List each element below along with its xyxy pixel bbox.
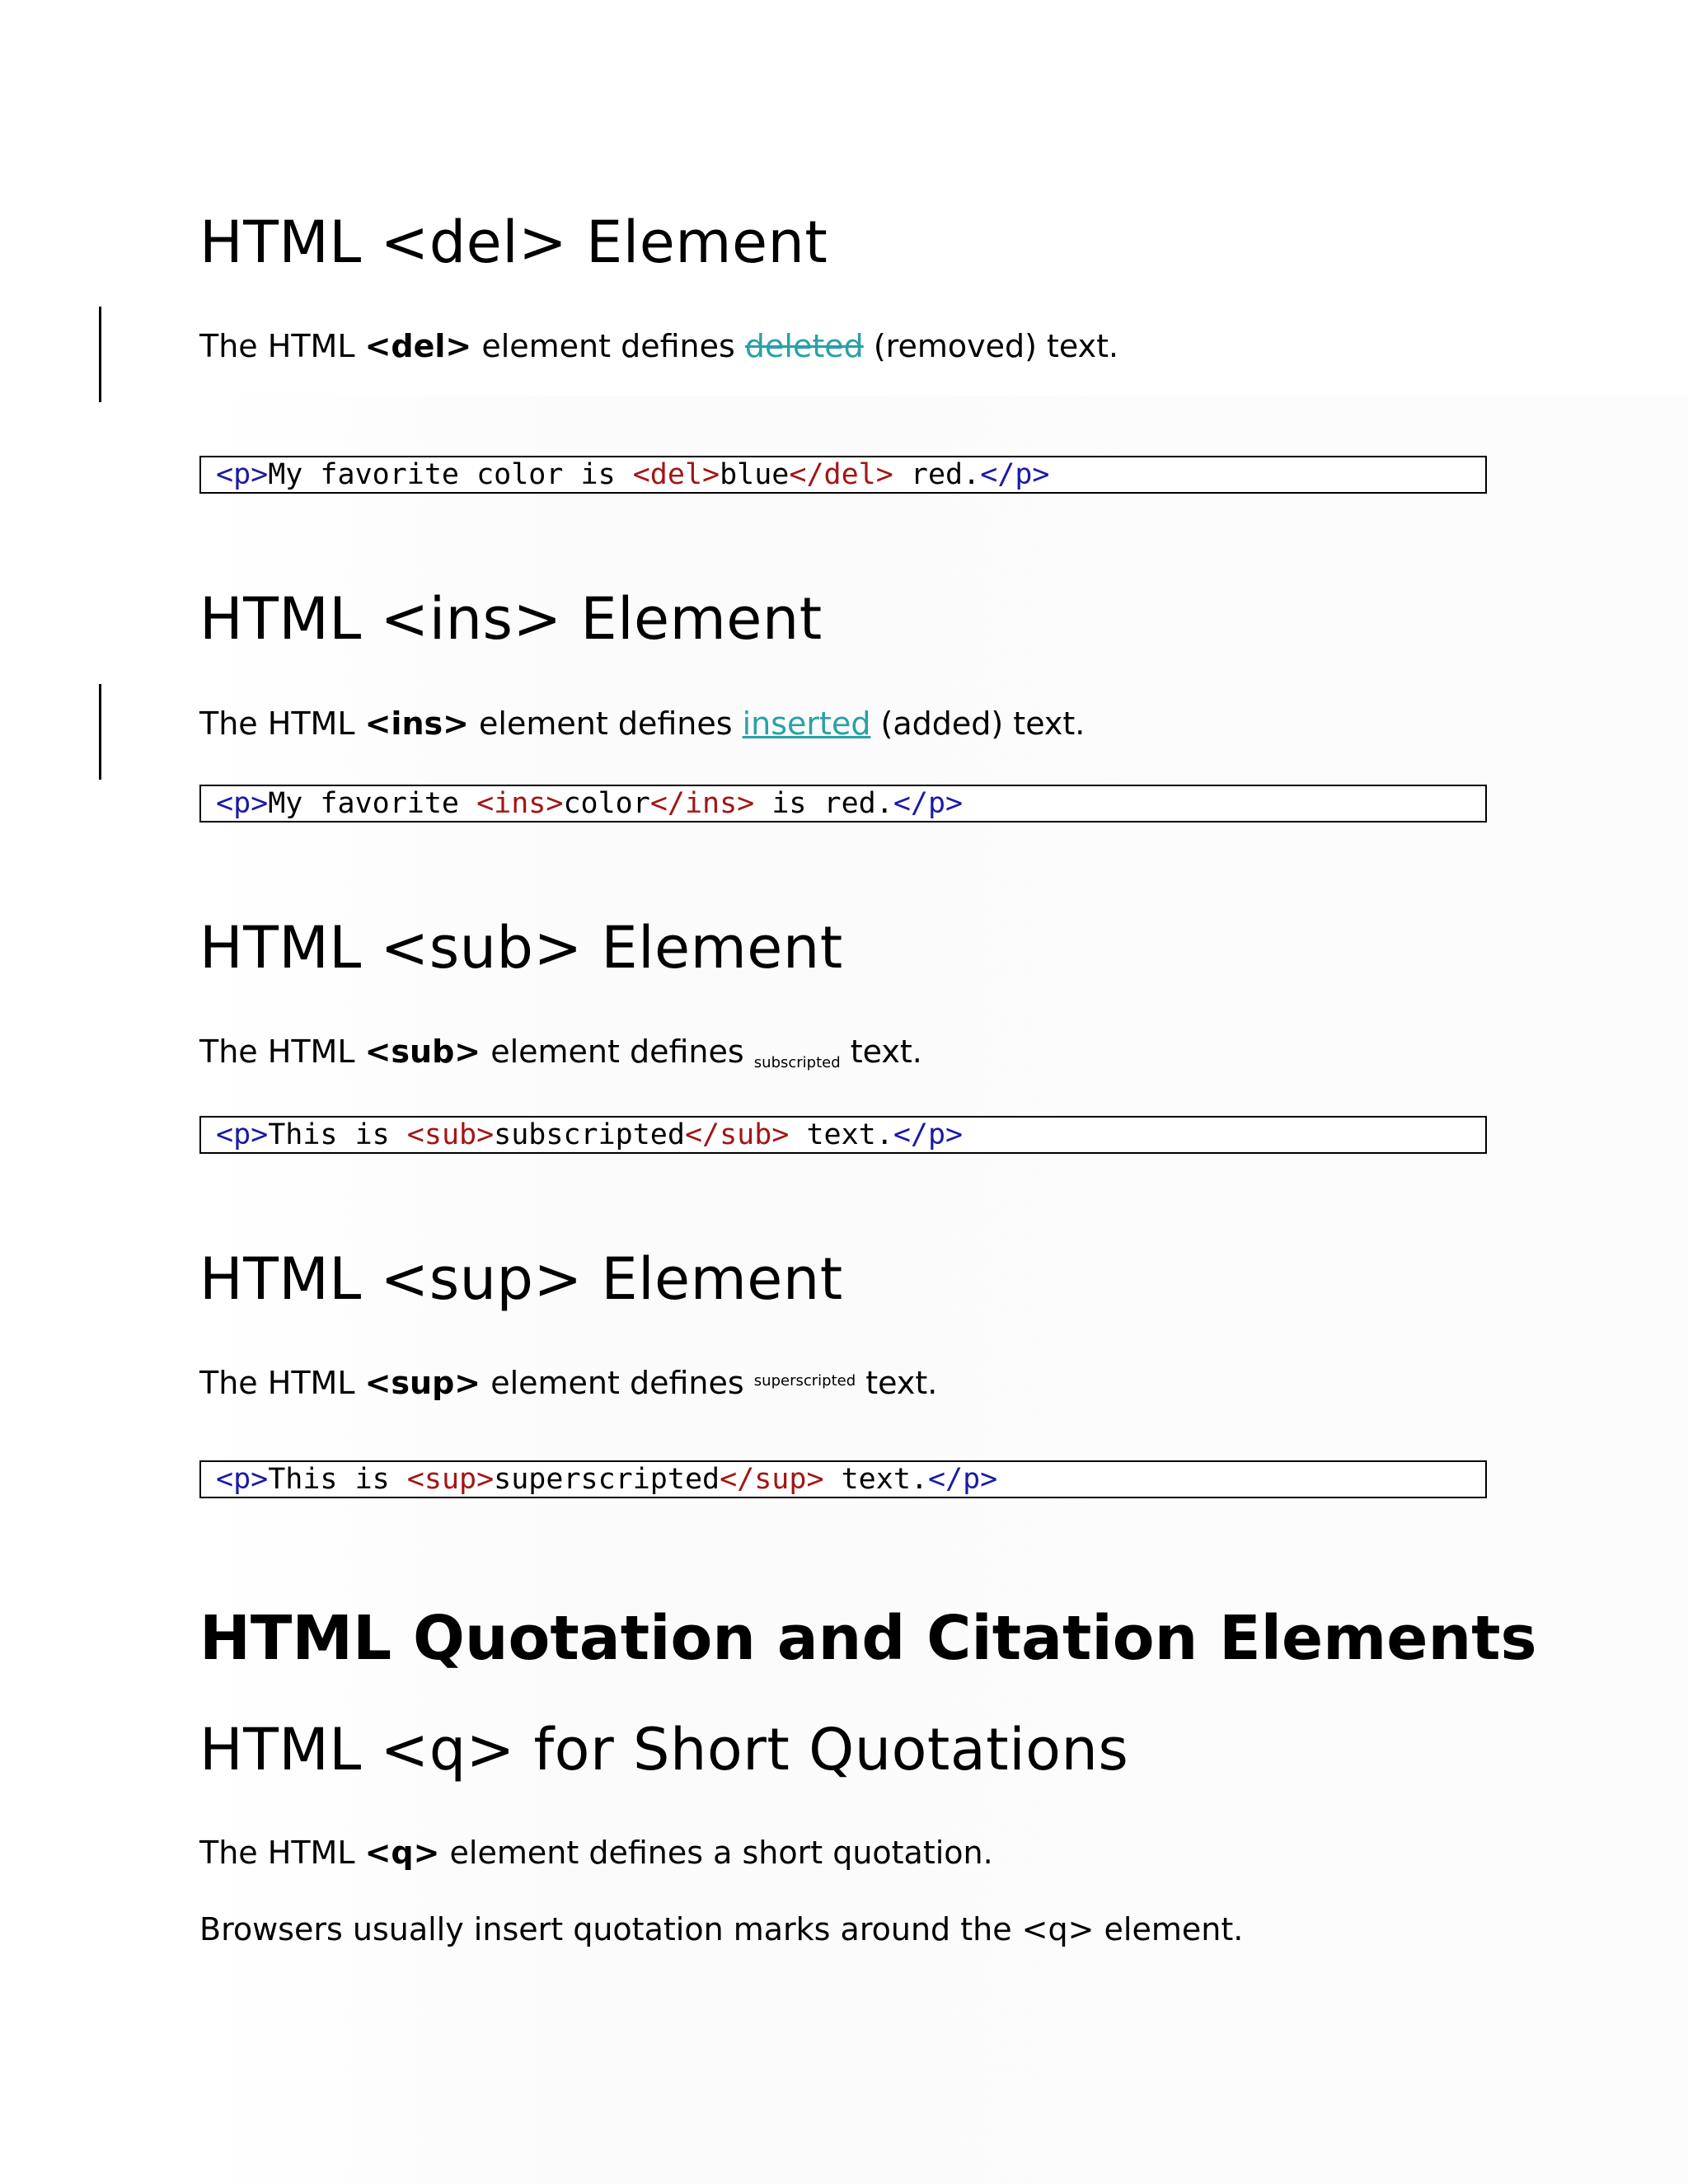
q-description [199,1835,993,1871]
code-text: My favorite color is [268,458,633,491]
code-tag: <p> [216,787,269,820]
text: The HTML [199,1033,365,1070]
code-tag-name: </sup> [720,1463,824,1496]
code-text: My favorite [268,787,477,820]
tag-name: <sup> [364,1365,481,1401]
code-text: This is [268,1118,407,1151]
text: element defines [481,1033,754,1070]
code-text: superscripted [494,1463,720,1496]
code-example-del [199,456,1487,494]
section-heading-sup: HTML <sup> Element [199,1245,843,1313]
tag-name: <del> [364,328,472,364]
code-text: red. [893,458,981,491]
del-description [199,328,1118,364]
code-tag-name: <sub> [406,1118,495,1151]
text: element defines [468,705,743,742]
text: text. [840,1033,922,1070]
section-heading-sub: HTML <sub> Element [199,914,843,982]
sup-description [199,1365,937,1401]
q-browser-note: Browsers usually insert quotation marks around the <q> element. [199,1911,1244,1947]
code-text: blue [720,458,790,491]
deleted-text-sample: deleted [744,328,864,364]
code-text: text. [789,1118,893,1151]
inserted-text-sample: inserted [742,705,871,742]
code-example-ins [199,785,1487,823]
code-tag: <p> [216,1463,269,1496]
code-text: color [563,787,650,820]
code-text: is red. [754,787,893,820]
code-text: text. [823,1463,928,1496]
code-tag: <p> [216,1118,269,1151]
code-tag-name: <del> [632,458,720,491]
code-tag-name: </sub> [684,1118,790,1151]
text: (removed) text. [863,328,1119,364]
section-heading-q: HTML <q> for Short Quotations [199,1716,1129,1783]
code-tag-name: </del> [789,458,893,491]
change-bar [99,684,101,780]
tag-name: <sub> [364,1033,481,1070]
code-tag: </p> [893,1118,964,1151]
tag-name: <q> [364,1835,440,1871]
subscripted-text-sample: subscripted [753,1054,841,1071]
code-text: subscripted [494,1118,685,1151]
code-tag-name: </ins> [649,787,755,820]
change-bar [99,307,101,402]
code-tag: </p> [980,458,1050,491]
text: The HTML [199,1365,365,1401]
code-tag: <p> [216,458,269,491]
text: The HTML [199,328,365,364]
section-heading-ins: HTML <ins> Element [199,585,823,653]
text: The HTML [199,705,365,742]
code-tag [633,458,720,491]
text: The HTML [199,1835,365,1871]
section-heading-del: HTML <del> Element [199,209,828,276]
code-tag: </p> [927,1463,998,1496]
code-tag-name: <sup> [406,1463,495,1496]
text: (added) text. [870,705,1085,742]
text: element defines a short quotation. [439,1835,993,1871]
sub-description [199,1033,922,1070]
chapter-title: HTML Quotation and Citation Elements [199,1603,1537,1674]
text: text. [856,1365,938,1401]
code-example-sub [199,1116,1487,1154]
text: element defines [471,328,745,364]
code-text: This is [268,1463,407,1496]
text: element defines [481,1365,754,1401]
code-tag-name: <ins> [476,787,564,820]
code-example-sup [199,1460,1487,1498]
superscripted-text-sample: superscripted [753,1372,856,1390]
code-tag: </p> [893,787,964,820]
ins-description [199,705,1085,742]
tag-name: <ins> [364,705,469,742]
